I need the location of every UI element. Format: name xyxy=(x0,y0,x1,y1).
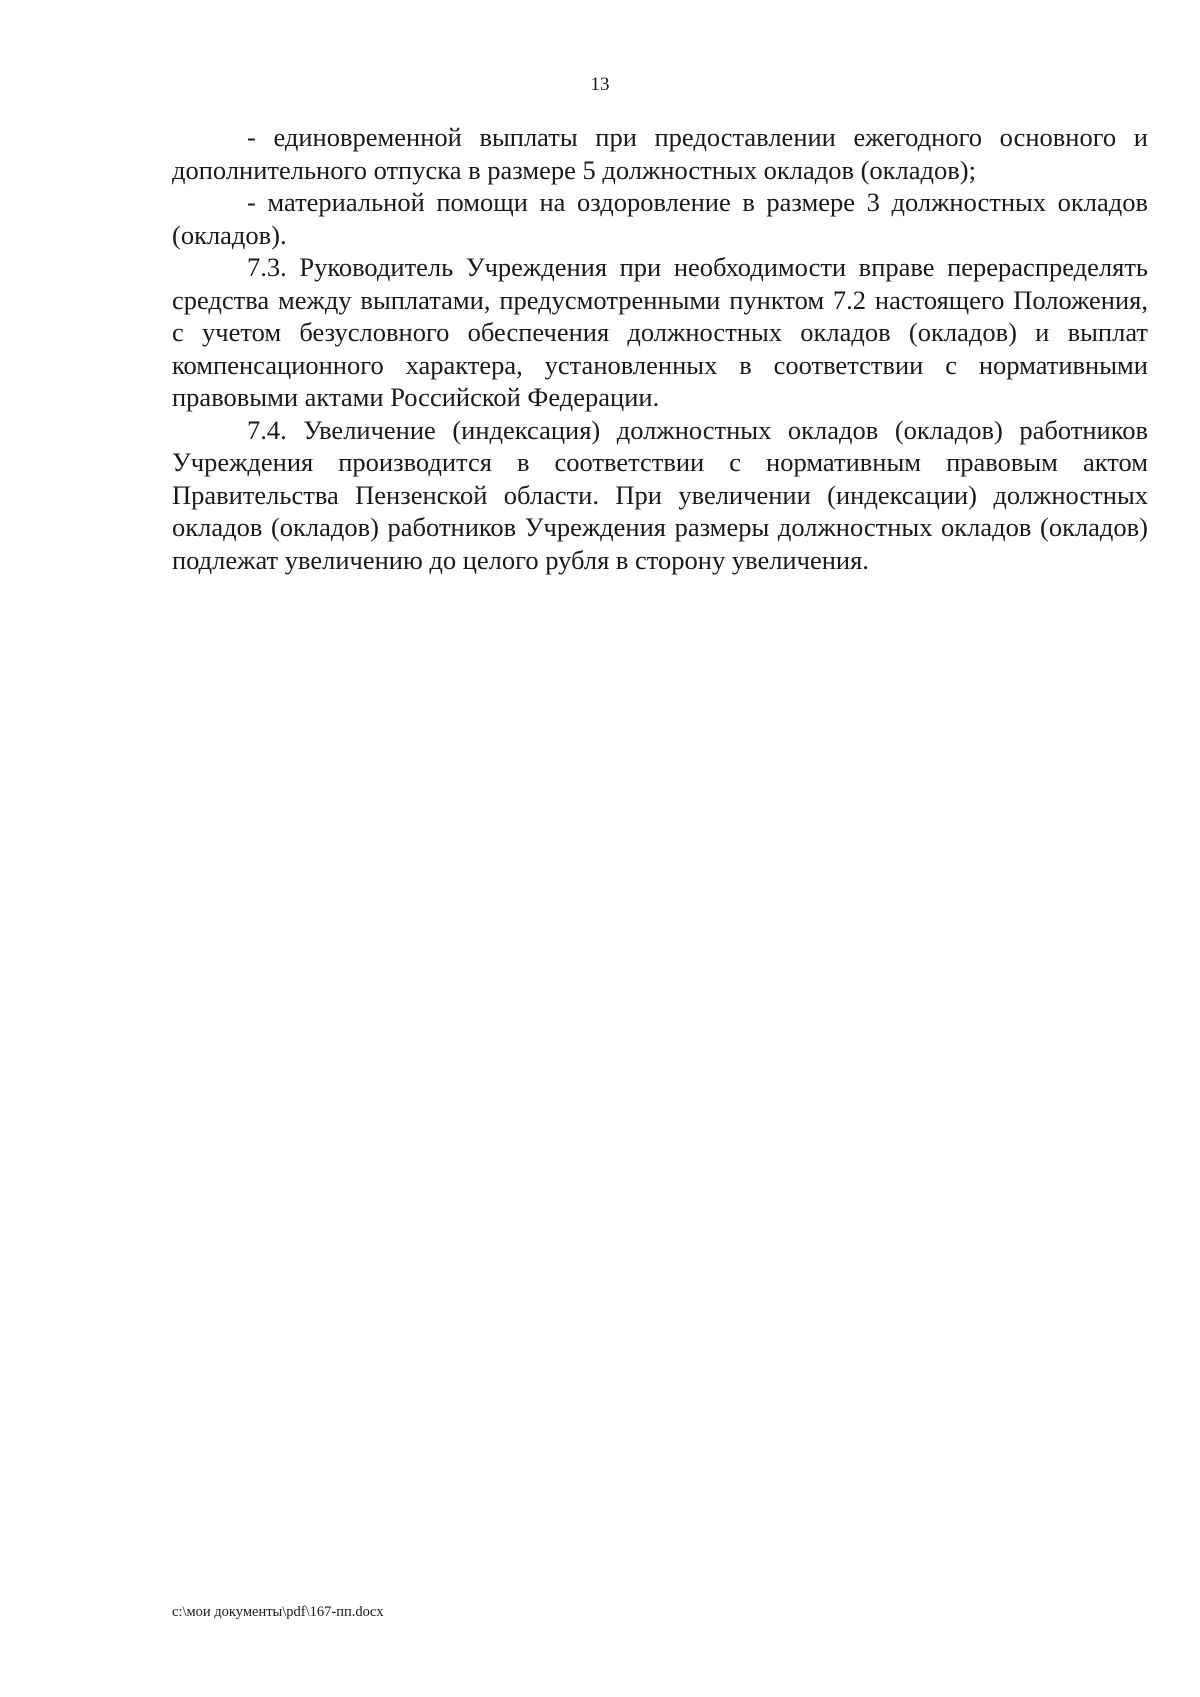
paragraph-material-aid: - материальной помощи на оздоровление в размере 3 должностных окладов (окладов). xyxy=(172,187,1148,250)
paragraph-7-3: 7.3. Руководитель Учреждения при необходимости вправе перераспределять средства между выплатами, предусмотренными пунктом 7.2 настоящего Положения, с учетом безусловного обеспечения должностных окладов (окладов) и выплат компенсационного характера, установленных в соответствии с нормативными правовыми актами Российской Федерации. xyxy=(172,252,1148,412)
footer-file-path: c:\мои документы\pdf\167-пп.docx xyxy=(172,1604,384,1620)
paragraph-lump-sum-payment: - единовременной выплаты при предоставлении ежегодного основного и дополнительного отпуска в размере 5 должностных окладов (окладов); xyxy=(172,122,1148,185)
page-number: 13 xyxy=(590,74,610,95)
paragraph-7-4: 7.4. Увеличение (индексация) должностных окладов (окладов) работников Учреждения производится в соответствии с нормативным правовым актом Правительства Пензенской области. При увеличении (индексации) должностных окладов (окладов) работников Учреждения размеры должностных окладов (окладов) подлежат увеличению до целого рубля в сторону увеличения. xyxy=(172,414,1148,575)
document-body xyxy=(172,121,1148,576)
